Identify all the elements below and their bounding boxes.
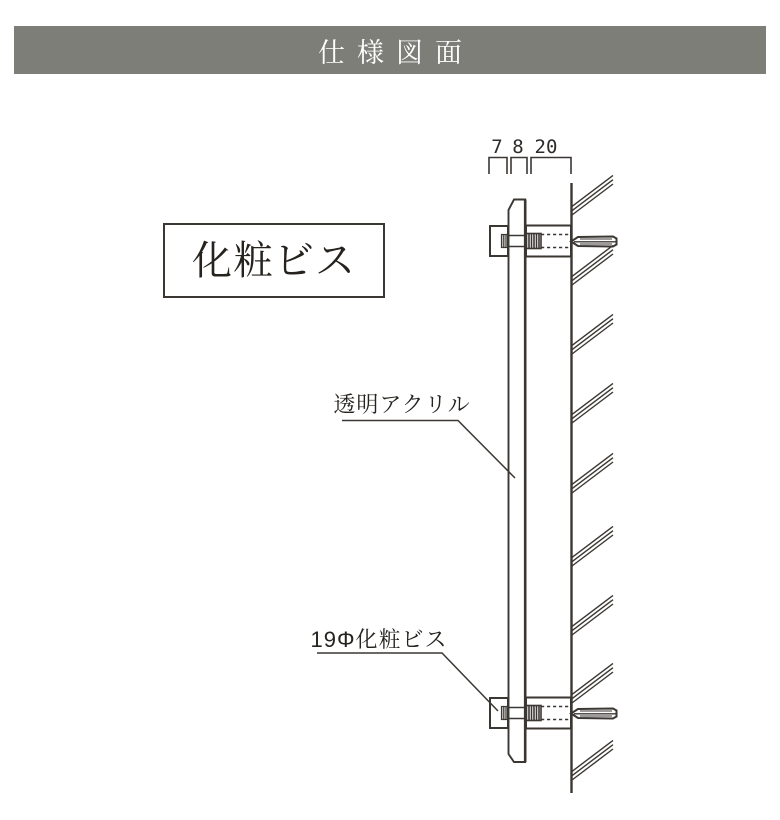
dimension-brackets xyxy=(489,158,571,175)
acrylic-label: 透明アクリル xyxy=(333,392,471,417)
screw-leader-line xyxy=(317,653,498,711)
dimension-label-7: 7 xyxy=(491,136,503,158)
dimension-label-20: 20 xyxy=(534,136,558,158)
acrylic-panel xyxy=(509,200,526,763)
screw-label: 19Φ化粧ビス xyxy=(310,627,448,652)
bottom-screw-assembly xyxy=(490,698,617,729)
acrylic-leader-line xyxy=(342,421,515,479)
header-bar xyxy=(14,26,766,74)
wall-hatching xyxy=(572,175,613,780)
page-title: 仕様図面 xyxy=(318,37,474,68)
top-screw-assembly xyxy=(490,226,617,257)
dimension-label-8: 8 xyxy=(512,136,524,158)
screw-callout-label: 化粧ビス xyxy=(192,238,356,283)
screw-callout-box xyxy=(163,223,385,298)
